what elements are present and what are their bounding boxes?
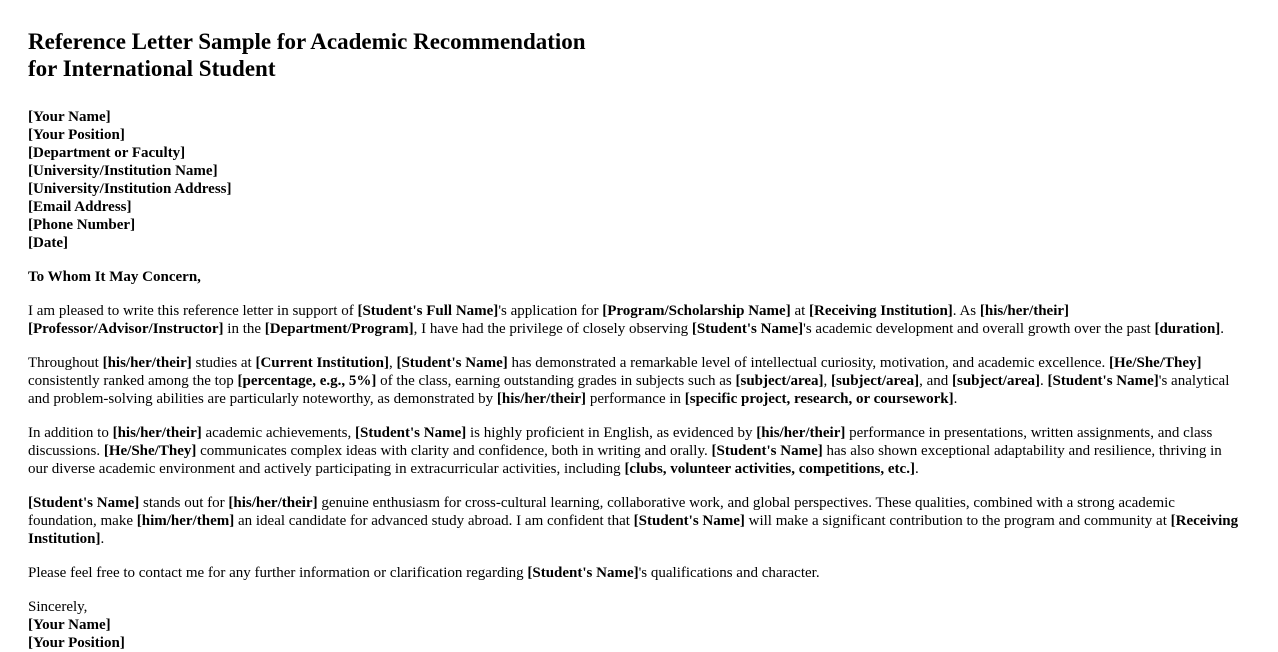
- text-run: at: [790, 303, 810, 319]
- placeholder-field: [Student's Name]: [527, 565, 639, 581]
- placeholder-field: [his/her/their]: [496, 391, 587, 407]
- text-run: , and: [919, 373, 952, 389]
- placeholder-field: [Current Institution]: [255, 355, 389, 371]
- body-paragraph-5: [28, 564, 1240, 582]
- text-run: studies at: [191, 355, 256, 371]
- text-run: of the class, earning outstanding grades in subjects such as: [376, 373, 736, 389]
- salutation: To Whom It May Concern,: [28, 269, 201, 285]
- text-run: will make a significant contribution to the program and community at: [744, 513, 1171, 529]
- text-run: is highly proficient in English, as evidenced by: [466, 425, 757, 441]
- text-run: .: [914, 461, 919, 477]
- body-paragraph-3: [28, 424, 1240, 478]
- sender-phone: [Phone Number]: [28, 217, 136, 233]
- placeholder-field: [Student's Name]: [28, 495, 140, 511]
- placeholder-field: [Student's Full Name]: [357, 303, 499, 319]
- text-run: communicates complex ideas with clarity and confidence, both in writing and orally.: [196, 443, 712, 459]
- placeholder-field: [his/her/their] [Professor/Advisor/Instructor]: [28, 303, 1070, 337]
- text-run: Throughout: [28, 355, 103, 371]
- body-paragraph-2: [28, 354, 1240, 408]
- signoff: [28, 598, 1240, 652]
- text-run: consistently ranked among the top: [28, 373, 238, 389]
- placeholder-field: [specific project, research, or coursework]: [684, 391, 954, 407]
- text-run: Please feel free to contact me for any further information or clarification regarding: [28, 565, 528, 581]
- text-run: has also shown exceptional adaptability and resilience, thriving in our diverse academic environment and actively participating in extracurricular activities, including: [28, 443, 1222, 477]
- placeholder-field: [percentage, e.g., 5%]: [237, 373, 377, 389]
- body-paragraph-1: [28, 302, 1240, 338]
- text-run: 's qualifications and character.: [638, 565, 820, 581]
- text-run: performance in: [586, 391, 685, 407]
- sender-institution: [University/Institution Name]: [28, 163, 218, 179]
- text-run: , I have had the privilege of closely observing: [413, 321, 692, 337]
- text-run: . As: [952, 303, 980, 319]
- closing: Sincerely,: [28, 599, 88, 615]
- sender-department: [Department or Faculty]: [28, 145, 186, 161]
- placeholder-field: [He/She/They]: [1109, 355, 1202, 371]
- text-run: .: [953, 391, 958, 407]
- sender-header: [28, 108, 1240, 252]
- placeholder-field: [Student's Name]: [1047, 373, 1159, 389]
- text-run: in the: [223, 321, 265, 337]
- sender-email: [Email Address]: [28, 199, 132, 215]
- body-paragraph-4: [28, 494, 1240, 548]
- placeholder-field: [Receiving Institution]: [809, 303, 953, 319]
- placeholder-field: [Student's Name]: [633, 513, 745, 529]
- letter-title: [28, 28, 1240, 82]
- sender-address: [University/Institution Address]: [28, 181, 232, 197]
- signature-name: [Your Name]: [28, 617, 111, 633]
- text-run: In addition to: [28, 425, 113, 441]
- text-run: 's analytical and problem-solving abilities are particularly noteworthy, as demonstrated by: [28, 373, 1230, 407]
- title-line-2: for International Student: [28, 56, 276, 81]
- text-run: I am pleased to write this reference letter in support of: [28, 303, 358, 319]
- placeholder-field: [subject/area]: [951, 373, 1041, 389]
- placeholder-field: [subject/area]: [735, 373, 824, 389]
- text-run: ,: [823, 373, 832, 389]
- sender-position: [Your Position]: [28, 127, 125, 143]
- text-run: .: [100, 531, 105, 547]
- placeholder-field: [his/her/their]: [228, 495, 318, 511]
- sender-name: [Your Name]: [28, 109, 111, 125]
- placeholder-field: [his/her/their]: [112, 425, 202, 441]
- text-run: academic achievements,: [201, 425, 355, 441]
- placeholder-field: [him/her/them]: [136, 513, 235, 529]
- placeholder-field: [Program/Scholarship Name]: [602, 303, 791, 319]
- placeholder-field: [clubs, volunteer activities, competitions, etc.]: [624, 461, 915, 477]
- text-run: has demonstrated a remarkable level of intellectual curiosity, motivation, and academic excellence.: [507, 355, 1109, 371]
- text-run: stands out for: [139, 495, 229, 511]
- placeholder-field: [Student's Name]: [691, 321, 804, 337]
- text-run: genuine enthusiasm for cross-cultural learning, collaborative work, and global perspectives. These qualities, combined with a strong academic foundation, make: [28, 495, 1175, 529]
- placeholder-field: [Student's Name]: [355, 425, 467, 441]
- placeholder-field: [Receiving Institution]: [28, 513, 1239, 547]
- placeholder-field: [his/her/their]: [756, 425, 846, 441]
- placeholder-field: [Department/Program]: [264, 321, 414, 337]
- text-run: .: [1040, 373, 1048, 389]
- title-line-1: Reference Letter Sample for Academic Recommendation: [28, 29, 586, 54]
- text-run: .: [1220, 321, 1225, 337]
- letter-date: [Date]: [28, 235, 68, 251]
- text-run: performance in presentations, written assignments, and class discussions.: [28, 425, 1213, 459]
- text-run: 's application for: [498, 303, 603, 319]
- placeholder-field: [subject/area]: [831, 373, 920, 389]
- signature-position: [Your Position]: [28, 635, 125, 651]
- placeholder-field: [Student's Name]: [396, 355, 508, 371]
- placeholder-field: [Student's Name]: [711, 443, 823, 459]
- placeholder-field: [He/She/They]: [103, 443, 197, 459]
- text-run: 's academic development and overall growth over the past: [803, 321, 1155, 337]
- placeholder-field: [duration]: [1154, 321, 1221, 337]
- placeholder-field: [his/her/their]: [102, 355, 192, 371]
- letter-document: [28, 28, 1240, 652]
- text-run: ,: [388, 355, 397, 371]
- text-run: an ideal candidate for advanced study abroad. I am confident that: [234, 513, 634, 529]
